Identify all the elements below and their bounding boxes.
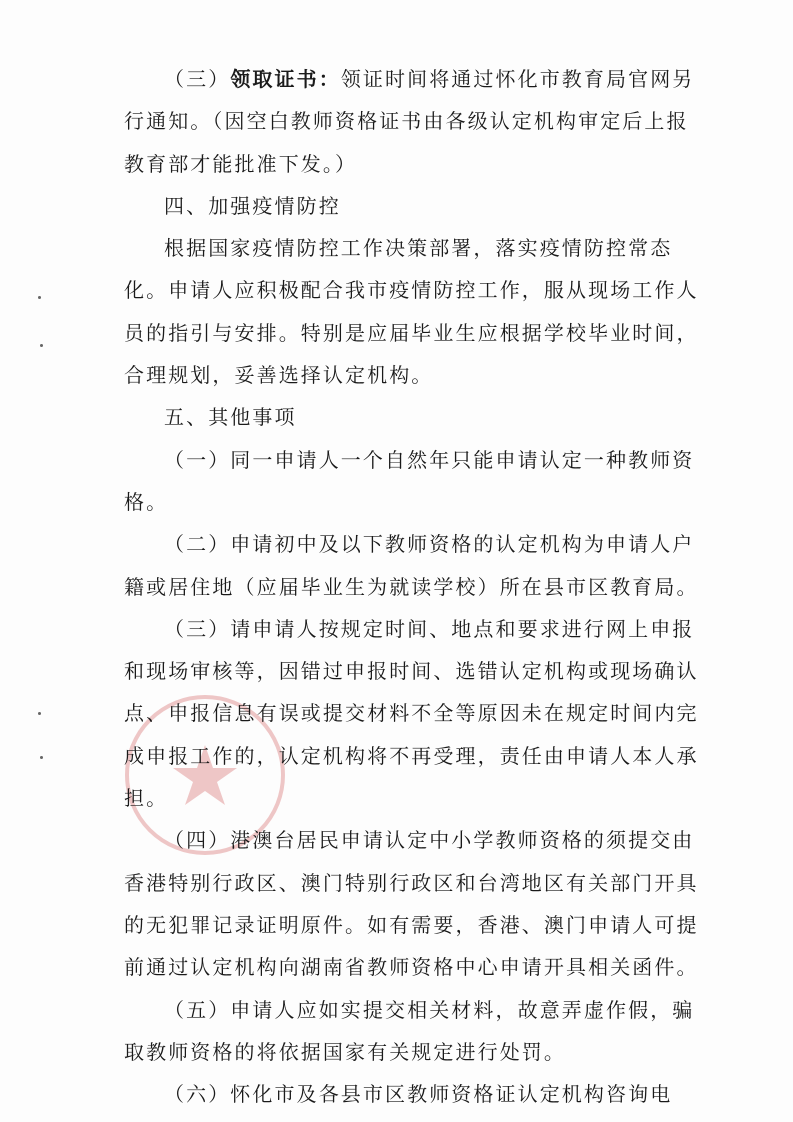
text-line: （五）申请人应如实提交相关材料，故意弄虚作假，骗: [164, 997, 695, 1022]
margin-dot: [40, 344, 43, 347]
paragraph-item-5: [124, 989, 695, 1074]
paragraph-collect-certificate: [124, 58, 695, 185]
text-line: （三）领取证书：领证时间将通过怀化市教育局官网另: [164, 67, 695, 91]
text-line: （一）同一申请人一个自然年只能申请认定一种教师资: [164, 447, 695, 472]
text-line: 行通知。（因空白教师资格证书由各级认定机构审定后上报: [124, 109, 689, 134]
text-line: 合理规划，妥善选择认定机构。: [124, 363, 434, 388]
text-line: 担。: [124, 786, 169, 811]
margin-dot: [38, 712, 41, 715]
margin-dot: [38, 296, 41, 299]
margin-dot: [40, 756, 43, 759]
text-line: 员的指引与安排。特别是应届毕业生应根据学校毕业时间，: [124, 320, 699, 345]
text-line: 点、申报信息有误或提交材料不全等原因未在规定时间内完: [124, 701, 699, 726]
document-body: [124, 58, 699, 1115]
text-line: （三）请申请人按规定时间、地点和要求进行网上申报: [164, 616, 695, 641]
paragraph-item-1: [124, 439, 695, 524]
text-line: 教育部才能批准下发。）: [124, 151, 358, 176]
text-line: 格。: [124, 489, 169, 514]
text-line: 香港特别行政区、澳门特别行政区和台湾地区有关部门开具: [124, 870, 699, 895]
text-line: 籍或居住地（应届毕业生为就读学校）所在县市区教育局。: [124, 574, 699, 599]
text-line: 前通过认定机构向湖南省教师资格中心申请开具相关函件。: [124, 955, 699, 980]
text-line: 和现场审核等，因错过申报时间、选错认定机构或现场确认: [124, 659, 699, 684]
text-line: 的无犯罪记录证明原件。如有需要，香港、澳门申请人可提: [124, 912, 699, 937]
paragraph-item-2: [124, 523, 699, 608]
text-line: （六）怀化市及各县市区教师资格证认定机构咨询电: [164, 1082, 673, 1107]
paragraph-item-4: [124, 819, 699, 988]
paragraph-item-3: [124, 608, 699, 819]
text-line: 化。申请人应积极配合我市疫情防控工作，服从现场工作人: [124, 278, 699, 303]
text-line: 取教师资格的将依据国家有关规定进行处罚。: [124, 1039, 566, 1064]
text-line: （二）申请初中及以下教师资格的认定机构为申请人户: [164, 532, 695, 557]
section-heading: 四、加强疫情防控: [164, 193, 341, 218]
paragraph-epidemic-prevention: [124, 227, 699, 396]
section-heading: 五、其他事项: [164, 405, 297, 430]
text-line: 根据国家疫情防控工作决策部署，落实疫情防控常态: [164, 236, 673, 261]
paragraph-item-6: [124, 1073, 673, 1115]
text-line: （四）港澳台居民申请认定中小学教师资格的须提交由: [164, 828, 695, 853]
text-line: 成申报工作的，认定机构将不再受理，责任由申请人本人承: [124, 743, 699, 768]
